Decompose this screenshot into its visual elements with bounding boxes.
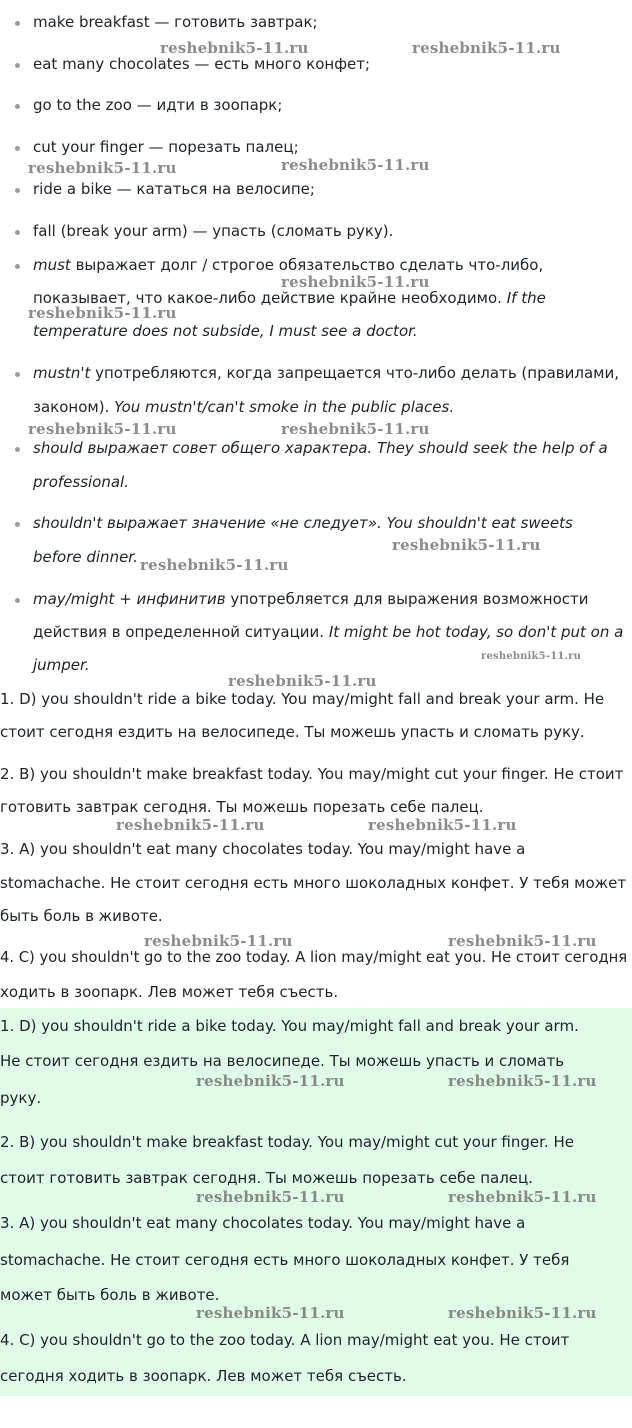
watermark: reshebnik5-11.ru — [144, 932, 293, 950]
bullet-text: go to the zoo — идти в зоопарк; — [33, 96, 283, 114]
bullet-text: make breakfast — готовить завтрак; — [33, 13, 318, 31]
answer-line: стоит сегодня ездить на велосипеде. Ты можешь упасть и сломать руку. — [0, 723, 585, 741]
answer-line: stomachache. Не стоит сегодня есть много шоколадных конфет. У тебя — [0, 1251, 570, 1269]
bullet-text: cut your finger — порезать палец; — [33, 138, 299, 156]
answer-line: 1. D) you shouldn't ride a bike today. You may/might fall and break your arm. — [0, 1017, 579, 1035]
grammar-term: may/might + инфинитив — [33, 590, 226, 608]
bullet-icon — [15, 522, 20, 527]
answer-line: Не стоит сегодня ездить на велосипеде. Ты можешь упасть и сломать — [0, 1052, 565, 1070]
grammar-explanation: выражает долг / строгое обязательство сделать что-либо, — [70, 256, 544, 274]
answer-line: stomachache. Не стоит сегодня есть много шоколадных конфет. У тебя может — [0, 874, 627, 892]
grammar-example: You mustn't/can't smoke in the public places. — [114, 398, 455, 416]
answer-line: ходить в зоопарк. Лев может тебя съесть. — [0, 983, 339, 1001]
grammar-line: professional. — [33, 473, 129, 491]
watermark: reshebnik5-11.ru — [448, 932, 597, 950]
grammar-explanation: действия в определенной ситуации. — [33, 623, 329, 641]
watermark: reshebnik5-11.ru — [196, 1304, 345, 1322]
bullet-icon — [15, 104, 20, 109]
answer-line: 1. D) you shouldn't ride a bike today. You may/might fall and break your arm. Не — [0, 690, 605, 708]
grammar-line: before dinner. — [33, 548, 138, 566]
watermark: reshebnik5-11.ru — [116, 816, 265, 834]
watermark: reshebnik5-11.ru — [368, 816, 517, 834]
watermark: reshebnik5-11.ru — [228, 672, 377, 690]
bullet-icon — [15, 146, 20, 151]
bullet-icon — [15, 598, 20, 603]
answer-line: руку. — [0, 1089, 42, 1107]
bullet-text: ride a bike — кататься на велосипе; — [33, 180, 315, 198]
bullet-icon — [15, 447, 20, 452]
watermark: reshebnik5-11.ru — [140, 556, 289, 574]
answer-line: быть боль в животе. — [0, 907, 163, 925]
grammar-example: jumper. — [33, 656, 90, 674]
bullet-icon — [15, 372, 20, 377]
watermark: reshebnik5-11.ru — [281, 273, 430, 291]
watermark: reshebnik5-11.ru — [481, 651, 582, 662]
grammar-example: temperature does not subside, I must see a doctor. — [33, 322, 418, 340]
grammar-example: It might be hot today, so don't put on a — [328, 623, 624, 641]
grammar-line — [33, 255, 543, 275]
answer-line: 4. C) you shouldn't go to the zoo today. A lion may/might eat you. Не стоит сегодня — [0, 949, 628, 966]
watermark: reshebnik5-11.ru — [281, 156, 430, 174]
watermark: reshebnik5-11.ru — [196, 1072, 345, 1090]
grammar-example: If the — [506, 289, 546, 307]
bullet-icon — [15, 264, 20, 269]
watermark: reshebnik5-11.ru — [392, 536, 541, 554]
answer-line: 3. A) you shouldn't eat many chocolates today. You may/might have a — [0, 1214, 526, 1232]
watermark: reshebnik5-11.ru — [28, 304, 177, 322]
bullet-icon — [15, 63, 20, 68]
watermark: reshebnik5-11.ru — [448, 1304, 597, 1322]
watermark: reshebnik5-11.ru — [196, 1188, 345, 1206]
grammar-line: shouldn't выражает значение «не следует». You shouldn't eat sweets — [33, 514, 573, 532]
grammar-line: should выражает совет общего характера. They should seek the help of a — [33, 439, 608, 457]
grammar-line — [33, 622, 623, 642]
answer-line: сегодня ходить в зоопарк. Лев может тебя съесть. — [0, 1367, 407, 1385]
watermark: reshebnik5-11.ru — [448, 1072, 597, 1090]
answer-line: 2. B) you shouldn't make breakfast today. You may/might cut your finger. Не стоит — [0, 765, 624, 783]
watermark: reshebnik5-11.ru — [281, 420, 430, 438]
answer-line: 3. A) you shouldn't eat many chocolates today. You may/might have a — [0, 840, 526, 858]
grammar-explanation: показывает, что какое-либо действие крайне необходимо. — [33, 289, 507, 307]
bullet-icon — [15, 21, 20, 26]
watermark: reshebnik5-11.ru — [28, 420, 177, 438]
answer-line: может быть боль в животе. — [0, 1286, 220, 1304]
grammar-explanation: употребляются, когда запрещается что-либо делать (правилами, — [90, 364, 619, 382]
grammar-line — [33, 589, 588, 609]
watermark: reshebnik5-11.ru — [412, 39, 561, 57]
bullet-text: eat many chocolates — есть много конфет; — [33, 55, 371, 73]
watermark: reshebnik5-11.ru — [448, 1188, 597, 1206]
grammar-term: mustn't — [33, 364, 91, 382]
answer-line: стоит готовить завтрак сегодня. Ты можешь порезать себе палец. — [0, 1169, 533, 1187]
grammar-term: must — [33, 256, 71, 274]
answer-line: 2. B) you shouldn't make breakfast today. You may/might cut your finger. Не — [0, 1133, 574, 1151]
bullet-icon — [15, 188, 20, 193]
grammar-line — [33, 363, 619, 383]
bullet-icon — [15, 230, 20, 235]
watermark: reshebnik5-11.ru — [28, 159, 177, 177]
grammar-line — [33, 397, 454, 417]
answer-line: 4. C) you shouldn't go to the zoo today. A lion may/might eat you. Не стоит — [0, 1331, 570, 1349]
bullet-text: fall (break your arm) — упасть (сломать руку). — [33, 222, 394, 240]
grammar-explanation: употребляется для выражения возможности — [225, 590, 589, 608]
watermark: reshebnik5-11.ru — [160, 39, 309, 57]
answer-line: готовить завтрак сегодня. Ты можешь порезать себе палец. — [0, 798, 484, 816]
grammar-explanation: законом). — [33, 398, 115, 416]
